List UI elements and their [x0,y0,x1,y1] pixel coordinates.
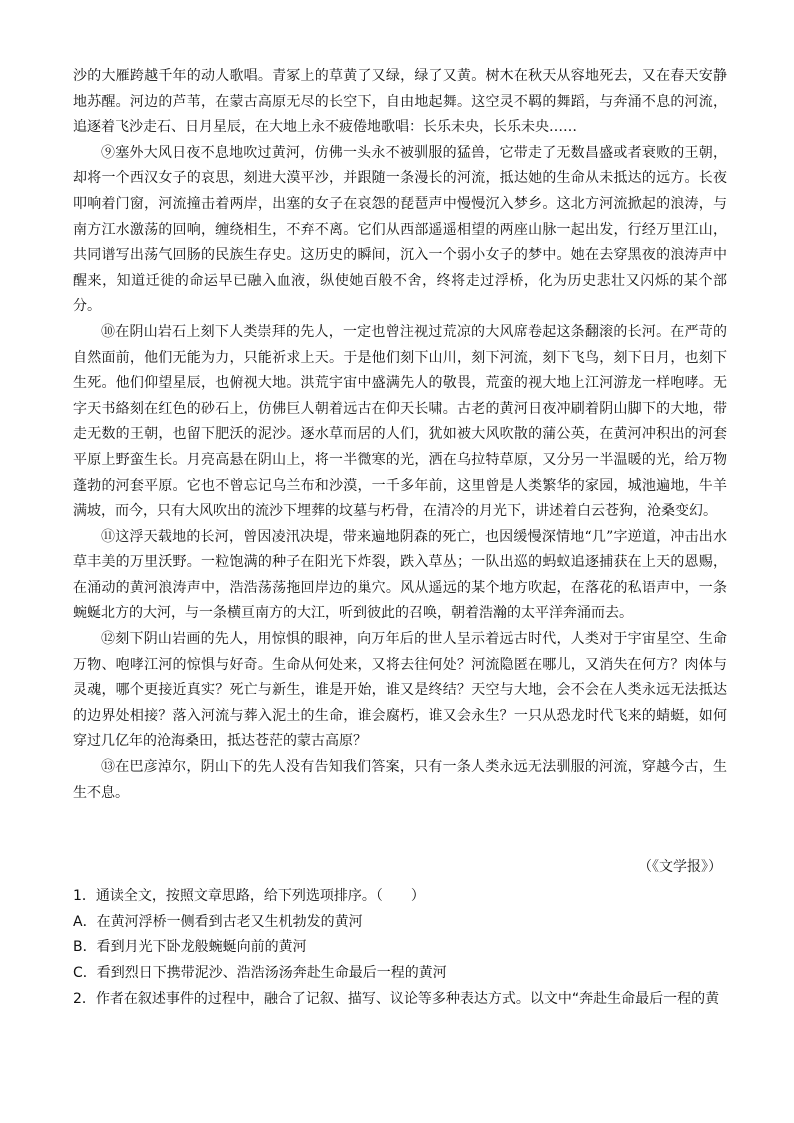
question-1-option-b: B．看到月光下卧龙般蜿蜒向前的黄河 [73,939,307,956]
paragraph-text: 在巴彦淖尔，阴山下的先人没有告知我们答案，只有一条人类永远无法驯服的河流，穿越今古，生生不息。 [73,759,727,801]
paragraph-number: ⑪ [101,528,116,545]
paragraph-text: 沙的大雁跨越千年的动人歌唱。青冢上的草黄了又绿，绿了又黄。树木在秋天从容地死去，又在春天安静地苏醒。河边的芦苇，在蒙古高原无尽的长空下，自由地起舞。这空灵不羁的舞蹈，与奔涌不息的河流，追逐着飞沙走石、日月星辰，在大地上永不疲倦地歌唱：长乐未央，长乐未央…… [73,68,727,136]
paragraph-text: 这浮天载地的长河，曾因凌汛决堤，带来遍地阴森的死亡，也因缓慢深情地“几”字逆道，冲击出水草丰美的万里沃野。一粒饱满的种子在阳光下炸裂，跌入草丛；一队出巡的蚂蚁追逐捕获在上天的恩赐，在涌动的黄河浪涛声中，浩浩荡荡拖回岸边的巢穴。风从遥远的某个地方吹起，在落花的私语声中，一条蜿蜒北方的大河，与一条横亘南方的大江，听到彼此的召唤，朝着浩瀚的太平洋奔涌而去。 [73,528,728,622]
paragraph-text: 塞外大风日夜不息地吹过黄河，仿佛一头永不被驯服的猛兽，它带走了无数昌盛或者衰败的王朝，却将一个西汉女子的哀思，刻进大漠平沙，并跟随一条漫长的河流，抵达她的生命从未抵达的远方。长夜叩响着门窗，河流撞击着两岸，出塞的女子在哀怨的琵琶声中慢慢沉入梦乡。这北方河流掀起的浪涛，与南方江水激荡的回响，缠绕相生，不弃不离。它们从西部遥遥相望的两座山脉一起出发，行经万里江山，共同谱写出荡气回肠的民族生存史。这历史的瞬间，沉入一个弱小女子的梦中。她在去穿黑夜的浪涛声中醒来，知道迁徙的命运早已融入血液，纵使她百般不舍，终将走过浮桥，化为历史悲壮又闪烁的某个部分。 [73,144,727,315]
article-paragraph-13 [73,755,727,806]
article-paragraph-11 [73,525,727,627]
paragraph-text: 在阴山岩石上刻下人类崇拜的先人，一定也曾注视过荒凉的大风席卷起这条翻滚的长河。在严苛的自然面前，他们无能为力，只能祈求上天。于是他们刻下山川，刻下河流，刻下飞鸟，刻下日月，也刻下生死。他们仰望星辰，也俯视大地。洪荒宇宙中盛满先人的敬畏，荒蛮的视大地上江河游龙一样咆哮。无字天书絡刻在红色的砂石上，仿佛巨人朝着远古在仰天长啸。古老的黄河日夜冲刷着阴山脚下的大地，带走无数的王朝，也留下肥沃的泥沙。逐水草而居的人们，犹如被大风吹散的蒲公英，在黄河冲积出的河套平原上野蛮生长。月亮高悬在阴山上，将一半微寒的光，洒在乌拉特草原，又分另一半温暖的光，给万物蓬勃的河套平原。它也不曾忘记乌兰布和沙漠，一千多年前，这里曾是人类繁华的家园，城池遍地，牛羊满坡，而今，只有大风吹出的流沙下埋葬的坟墓与朽骨，在清冷的月光下，讲述着白云苍狗，沧桑变幻。 [73,323,727,520]
paragraph-number: ⑨ [101,144,116,161]
paragraph-number: ⑫ [101,631,116,648]
article-paragraph-9 [73,141,727,320]
question-1-stem: 1．通读全文，按照文章思路，给下列选项排序。（ ） [73,888,425,904]
article-paragraph-8-continued [73,64,727,141]
article-body [73,64,727,806]
article-source: （《文学报》） [638,859,722,875]
question-1-option-c: C．看到烈日下携带泥沙、浩浩汤汤奔赴生命最后一程的黄河 [73,965,447,982]
article-paragraph-10 [73,320,727,525]
question-1-option-a: A．在黄河浮桥一侧看到古老又生机勃发的黄河 [73,913,363,930]
paragraph-number: ⑩ [101,323,116,340]
questions-section [73,884,727,1013]
paragraph-number: ⑬ [101,759,116,776]
article-paragraph-12 [73,627,727,755]
paragraph-text: 刻下阴山岩画的先人，用惊惧的眼神，向万年后的世人呈示着远古时代，人类对于宇宙星空、生命万物、咆哮江河的惊惧与好奇。生命从何处来，又将去往何处？河流隐匿在哪儿，又消失在何方？肉体与灵魂，哪个更接近真实？死亡与新生，谁是开始，谁又是终结？天空与大地，会不会在人类永远无法抵达的边界处相接？落入河流与葬入泥土的生命，谁会腐朽，谁又会永生？一只从恐龙时代飞来的蜻蜓，如何穿过几亿年的沧海桑田，抵达苍茫的蒙古高原？ [73,631,727,750]
question-2-stem: 2．作者在叙述事件的过程中，融合了记叙、描写、议论等多种表达方式。以文中“奔赴生命最后一程的黄 [73,990,720,1007]
